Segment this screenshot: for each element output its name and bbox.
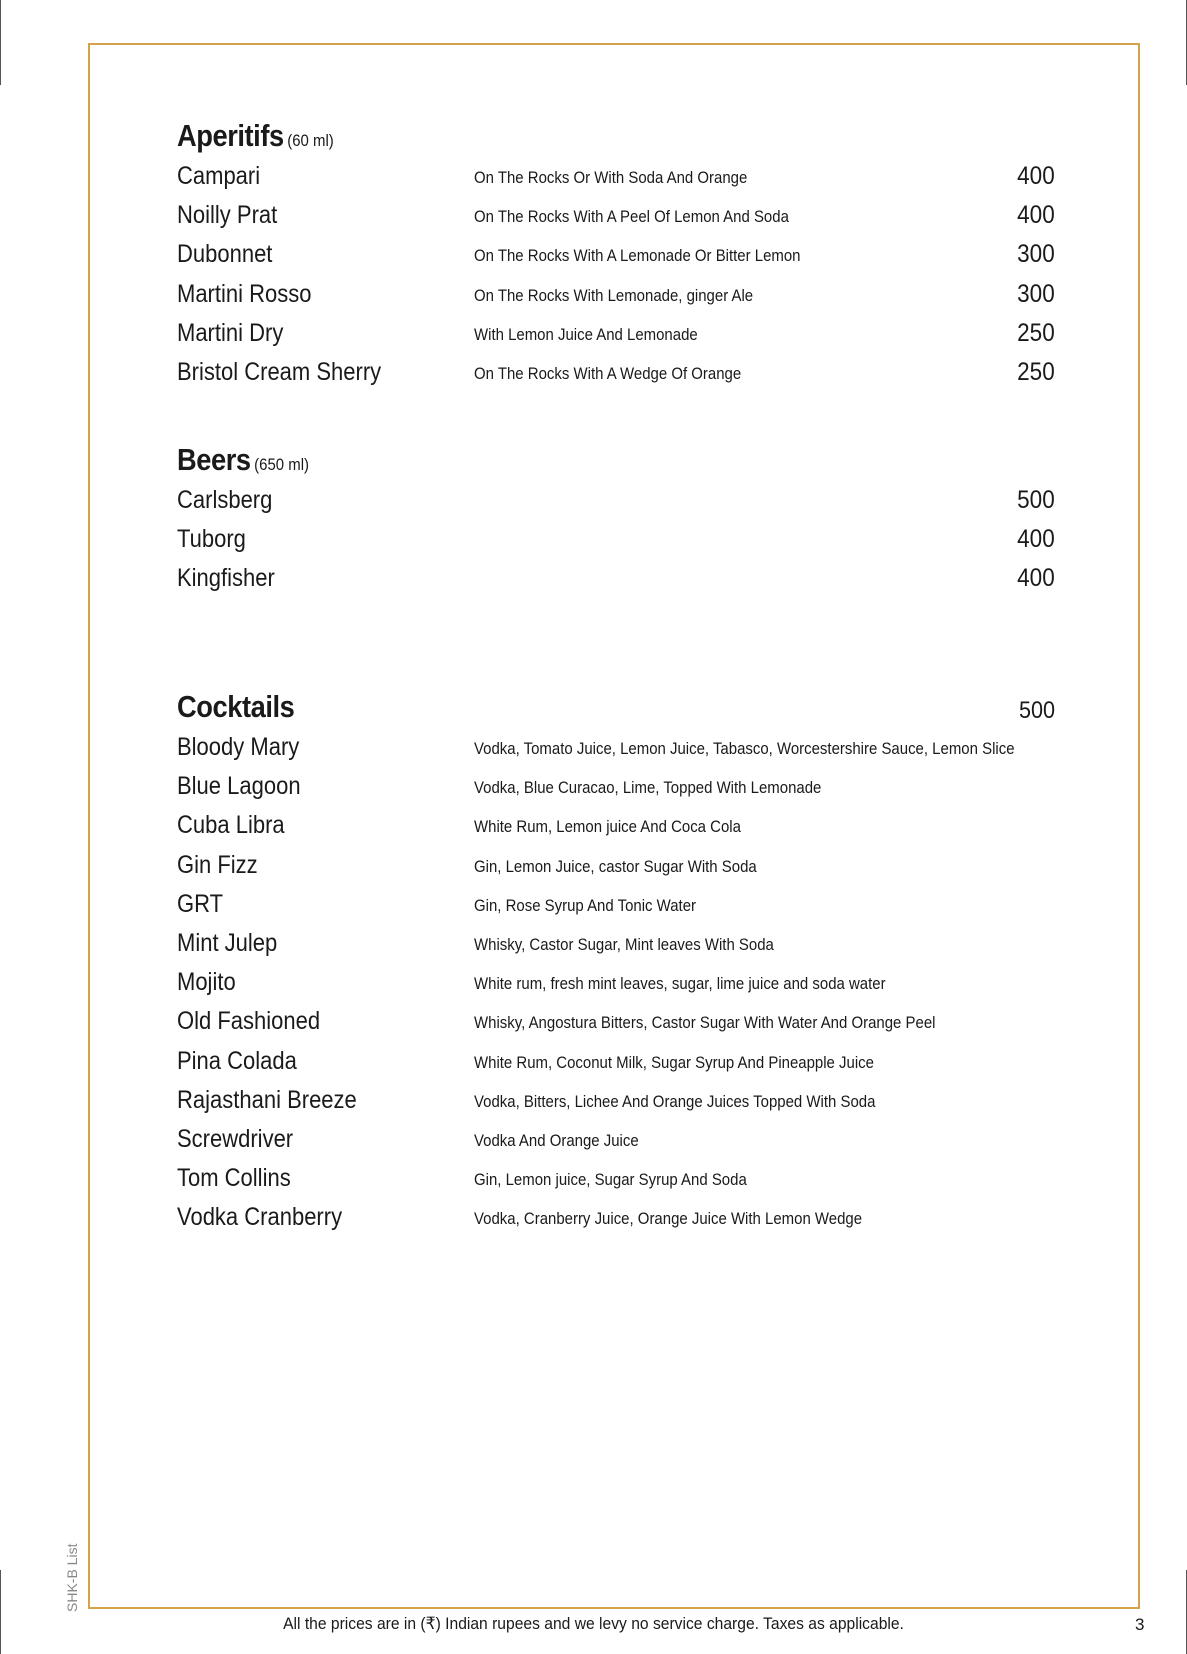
item-description: White rum, fresh mint leaves, sugar, lime juice and soda water	[474, 974, 886, 994]
menu-item	[177, 354, 1055, 393]
item-name: Old Fashioned	[177, 1007, 321, 1036]
item-name: Noilly Prat	[177, 201, 278, 230]
menu-item	[177, 1199, 1055, 1238]
section-header	[177, 434, 1055, 482]
section-title: Aperitifs (60 ml)	[177, 118, 334, 153]
menu-item	[177, 1121, 1055, 1160]
section-header	[177, 110, 1055, 158]
item-description: Whisky, Angostura Bitters, Castor Sugar With Water And Orange Peel	[474, 1013, 936, 1033]
item-name: Tom Collins	[177, 1164, 291, 1193]
item-price: 400	[1017, 162, 1055, 190]
menu-item	[177, 886, 1055, 925]
item-description: Vodka, Tomato Juice, Lemon Juice, Tabasco, Worcestershire Sauce, Lemon Slice	[474, 739, 1015, 758]
menu-item	[177, 964, 1055, 1003]
item-name: Pina Colada	[177, 1046, 297, 1075]
menu-item	[177, 807, 1055, 846]
item-price: 300	[1017, 279, 1055, 308]
item-description: On The Rocks With Lemonade, ginger Ale	[474, 285, 754, 305]
item-name: Dubonnet	[177, 240, 273, 269]
item-name: Bloody Mary	[177, 733, 300, 761]
crop-mark	[0, 1570, 1, 1654]
item-name: GRT	[177, 889, 224, 918]
item-price: 400	[1017, 564, 1055, 593]
item-description: On The Rocks With A Wedge Of Orange	[474, 363, 742, 383]
menu-item	[177, 729, 1055, 768]
item-description: Vodka, Bitters, Lichee And Orange Juices Topped With Soda	[474, 1091, 876, 1111]
section-beers	[177, 434, 1055, 600]
item-name: Tuborg	[177, 525, 246, 554]
item-price: 400	[1017, 525, 1055, 554]
item-description: On The Rocks With A Peel Of Lemon And Soda	[474, 207, 789, 227]
menu-item	[177, 276, 1055, 315]
item-description: White Rum, Lemon juice And Coca Cola	[474, 817, 741, 837]
item-name: Screwdriver	[177, 1124, 294, 1153]
menu-item	[177, 1160, 1055, 1199]
footer-note: All the prices are in (₹) Indian rupees and we levy no service charge. Taxes as applicable.	[283, 1614, 904, 1633]
item-name: Mint Julep	[177, 928, 278, 957]
item-description: Gin, Rose Syrup And Tonic Water	[474, 895, 697, 915]
section-title: Cocktails	[177, 689, 295, 724]
page-number: 3	[1135, 1615, 1145, 1634]
item-description: With Lemon Juice And Lemonade	[474, 324, 698, 344]
item-name: Blue Lagoon	[177, 772, 301, 801]
item-description: On The Rocks Or With Soda And Orange	[474, 168, 748, 187]
section-aperitifs	[177, 110, 1055, 393]
item-name: Bristol Cream Sherry	[177, 357, 382, 386]
menu-item	[177, 560, 1055, 599]
menu-item	[177, 925, 1055, 964]
item-name: Campari	[177, 162, 261, 190]
item-description: Whisky, Castor Sugar, Mint leaves With Soda	[474, 934, 774, 954]
item-price: 250	[1017, 318, 1055, 347]
item-price: 500	[1017, 486, 1055, 514]
item-description: On The Rocks With A Lemonade Or Bitter Lemon	[474, 246, 801, 266]
section-volume: (60 ml)	[287, 131, 334, 150]
item-price: 400	[1017, 201, 1055, 230]
item-name: Rajasthani Breeze	[177, 1085, 357, 1114]
item-description: Gin, Lemon Juice, castor Sugar With Soda	[474, 856, 757, 876]
item-name: Carlsberg	[177, 486, 273, 514]
menu-item	[177, 236, 1055, 275]
menu-item	[177, 482, 1055, 521]
menu-item	[177, 315, 1055, 354]
item-name: Cuba Libra	[177, 811, 285, 840]
item-name: Martini Rosso	[177, 279, 312, 308]
item-description: Vodka And Orange Juice	[474, 1130, 639, 1150]
item-name: Gin Fizz	[177, 850, 258, 879]
item-name: Mojito	[177, 968, 236, 997]
menu-item	[177, 847, 1055, 886]
section-title: Beers (650 ml)	[177, 442, 310, 477]
item-description: Vodka, Cranberry Juice, Orange Juice With Lemon Wedge	[474, 1209, 863, 1229]
item-description: Gin, Lemon juice, Sugar Syrup And Soda	[474, 1170, 747, 1190]
section-header	[177, 681, 1055, 729]
menu-item	[177, 1082, 1055, 1121]
section-volume: (650 ml)	[254, 455, 310, 474]
menu-item	[177, 768, 1055, 807]
crop-mark	[0, 0, 1, 85]
item-name: Martini Dry	[177, 318, 284, 347]
item-name: Kingfisher	[177, 564, 275, 593]
item-description: Vodka, Blue Curacao, Lime, Topped With Lemonade	[474, 778, 822, 798]
menu-item	[177, 197, 1055, 236]
item-price: 250	[1017, 357, 1055, 386]
item-name: Vodka Cranberry	[177, 1203, 343, 1232]
menu-item	[177, 1003, 1055, 1042]
menu-item	[177, 158, 1055, 197]
menu-item	[177, 1043, 1055, 1082]
section-price: 500	[1018, 697, 1055, 724]
section-cocktails	[177, 681, 1055, 1238]
item-price: 300	[1017, 240, 1055, 269]
menu-item	[177, 521, 1055, 560]
document-code-label: SHK-B List	[64, 1543, 80, 1612]
item-description: White Rum, Coconut Milk, Sugar Syrup And Pineapple Juice	[474, 1052, 874, 1072]
